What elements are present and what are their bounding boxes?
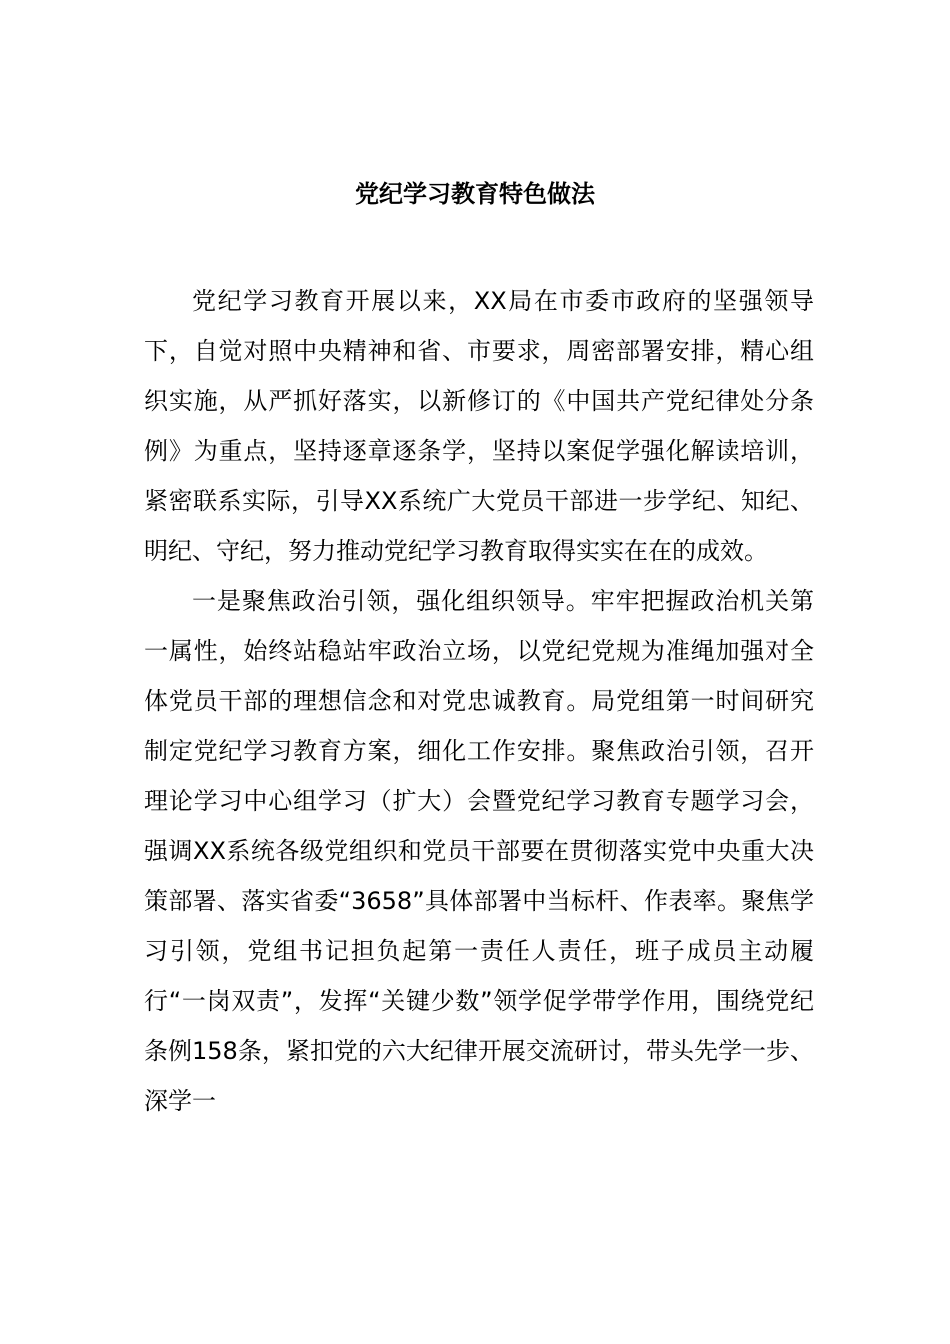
paragraph-point-one: 一是聚焦政治引领，强化组织领导。牢牢把握政治机关第一属性，始终站稳站牢政治立场，以党纪党规为准绳加强对全体党员干部的理想信念和对党忠诚教育。局党组第一时间研究制定党纪学习教育方案，细化工作安排。聚焦政治引领，召开理论学习中心组学习（扩大）会暨党纪学习教育专题学习会，强调XX系统各级党组织和党员干部要在贯彻落实党中央重大决策部署、落实省委“3658”具体部署中当标杆、作表率。聚焦学习引领，党组书记担负起第一责任人责任，班子成员主动履行“一岗双责”，发挥“关键少数”领学促学带学作用，围绕党纪条例158条，紧扣党的六大纪律开展交流研讨，带头先学一步、深学一 <box>144 587 814 1115</box>
paragraph-intro: 党纪学习教育开展以来，XX局在市委市政府的坚强领导下，自觉对照中央精神和省、市要求，周密部署安排，精心组织实施，从严抓好落实，以新修订的《中国共产党纪律处分条例》为重点，坚持逐章逐条学，坚持以案促学强化解读培训，紧密联系实际，引导XX系统广大党员干部进一步学纪、知纪、明纪、守纪，努力推动党纪学习教育取得实实在在的成效。 <box>144 287 814 565</box>
document-title: 党纪学习教育特色做法 <box>355 180 595 209</box>
document-body <box>144 276 814 1126</box>
